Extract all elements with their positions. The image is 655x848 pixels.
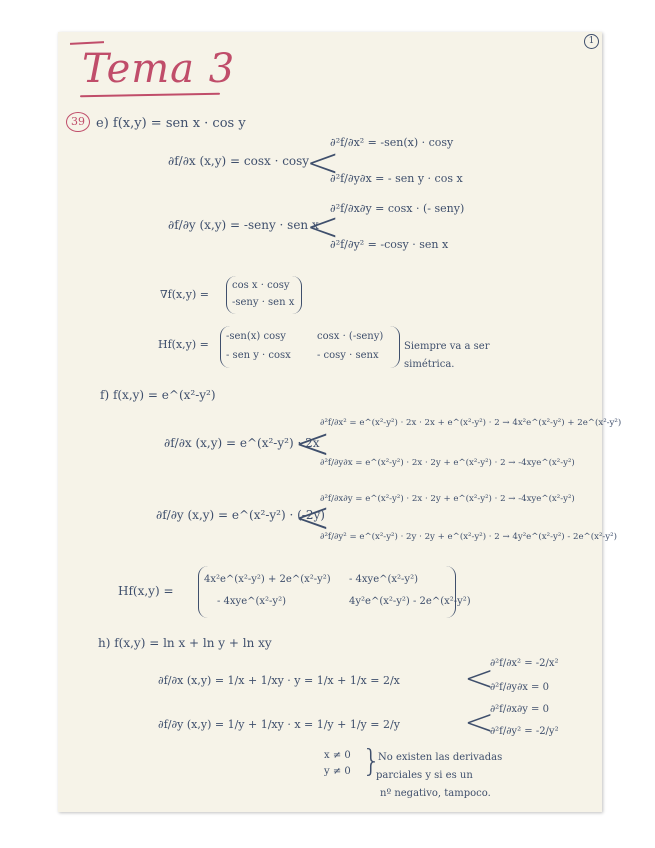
e-grad-row1: cos x · cosy — [232, 280, 290, 291]
title-overline — [70, 41, 104, 45]
h-function: h) f(x,y) = ln x + ln y + ln xy — [98, 636, 272, 650]
exercise-number: 39 — [66, 112, 90, 132]
f-hess-r1c1: 4x²e^(x²-y²) + 2e^(x²-y²) — [204, 574, 331, 585]
e-grad-row2: -seny · sen x — [232, 297, 295, 308]
e-function: e) f(x,y) = sen x · cos y — [96, 116, 246, 131]
e-dyx: ∂²f/∂y∂x = - sen y · cos x — [330, 172, 463, 185]
page-title: Tema 3 — [82, 46, 236, 92]
h-dfdx: ∂f/∂x (x,y) = 1/x + 1/xy · y = 1/x + 1/x = 2/x — [158, 674, 400, 687]
f-branch-2: < — [294, 492, 331, 543]
e-branch-1: < — [306, 140, 340, 186]
f-dyx: ∂²f/∂y∂x = e^(x²-y²) · 2x · 2y + e^(x²-y²) · 2 → -4xye^(x²-y²) — [320, 458, 575, 468]
f-dfdx: ∂f/∂x (x,y) = e^(x²-y²) · 2x — [164, 436, 320, 450]
h-note-line2: parciales y si es un — [376, 770, 473, 781]
e-dxy: ∂²f/∂x∂y = cosx · (- seny) — [330, 202, 465, 215]
h-dfdy: ∂f/∂y (x,y) = 1/y + 1/xy · x = 1/y + 1/y = 2/y — [158, 718, 400, 731]
e-hessian-matrix — [220, 326, 400, 368]
f-dyy: ∂²f/∂y² = e^(x²-y²) · 2y · 2y + e^(x²-y²) · 2 → 4y²e^(x²-y²) - 2e^(x²-y²) — [320, 532, 617, 542]
f-dfdy: ∂f/∂y (x,y) = e^(x²-y²) · (-2y) — [156, 508, 325, 522]
f-hess-r2c1: - 4xye^(x²-y²) — [217, 596, 286, 607]
h-dyx: ∂²f/∂y∂x = 0 — [490, 682, 549, 693]
f-hessian-label: Hf(x,y) = — [118, 584, 174, 598]
h-condition-x: x ≠ 0 — [324, 750, 351, 761]
f-branch-1: < — [294, 418, 331, 469]
f-hessian-matrix — [198, 566, 471, 618]
e-gradient-vector — [226, 276, 302, 314]
e-symmetric-note: Siempre va a ser simétrica. — [404, 341, 490, 370]
e-hess-r2c2: - cosy · senx — [317, 350, 379, 361]
h-note-line3: nº negativo, tampoco. — [380, 788, 491, 799]
h-condition-brace: } — [362, 744, 382, 779]
page-number: 1 — [584, 34, 599, 49]
e-hess-r1c2: cosx · (-seny) — [317, 331, 384, 342]
f-hess-r1c2: - 4xye^(x²-y²) — [349, 574, 418, 585]
e-branch-2: < — [306, 204, 340, 250]
e-hess-r2c1: - sen y · cosx — [226, 350, 291, 361]
f-dxx: ∂²f/∂x² = e^(x²-y²) · 2x · 2x + e^(x²-y²) · 2 → 4x²e^(x²-y²) + 2e^(x²-y²) — [320, 418, 622, 428]
h-condition-y: y ≠ 0 — [324, 766, 351, 777]
f-dxy: ∂²f/∂x∂y = e^(x²-y²) · 2x · 2y + e^(x²-y²) · 2 → -4xye^(x²-y²) — [320, 494, 575, 504]
title-underline — [80, 93, 220, 97]
notebook-page — [58, 32, 622, 812]
e-dfdy: ∂f/∂y (x,y) = -seny · sen x — [168, 218, 319, 232]
h-dxy: ∂²f/∂x∂y = 0 — [490, 704, 549, 715]
h-dyy: ∂²f/∂y² = -2/y² — [490, 726, 559, 737]
e-dfdx: ∂f/∂x (x,y) = cosx · cosy — [168, 154, 310, 168]
h-note-line1: No existen las derivadas — [378, 752, 503, 763]
h-dxx: ∂²f/∂x² = -2/x² — [490, 658, 559, 669]
f-function: f) f(x,y) = e^(x²-y²) — [100, 388, 216, 402]
h-branch-2: < — [464, 702, 495, 743]
e-dxx: ∂²f/∂x² = -sen(x) · cosy — [330, 136, 454, 149]
e-hess-r1c1: -sen(x) cosy — [226, 331, 286, 342]
e-gradient-label: ∇f(x,y) = — [160, 288, 209, 301]
f-hess-r2c2: 4y²e^(x²-y²) - 2e^(x²-y²) — [349, 596, 471, 607]
e-hessian-label: Hf(x,y) = — [158, 338, 209, 351]
h-branch-1: < — [464, 658, 495, 699]
e-dyy: ∂²f/∂y² = -cosy · sen x — [330, 238, 449, 251]
